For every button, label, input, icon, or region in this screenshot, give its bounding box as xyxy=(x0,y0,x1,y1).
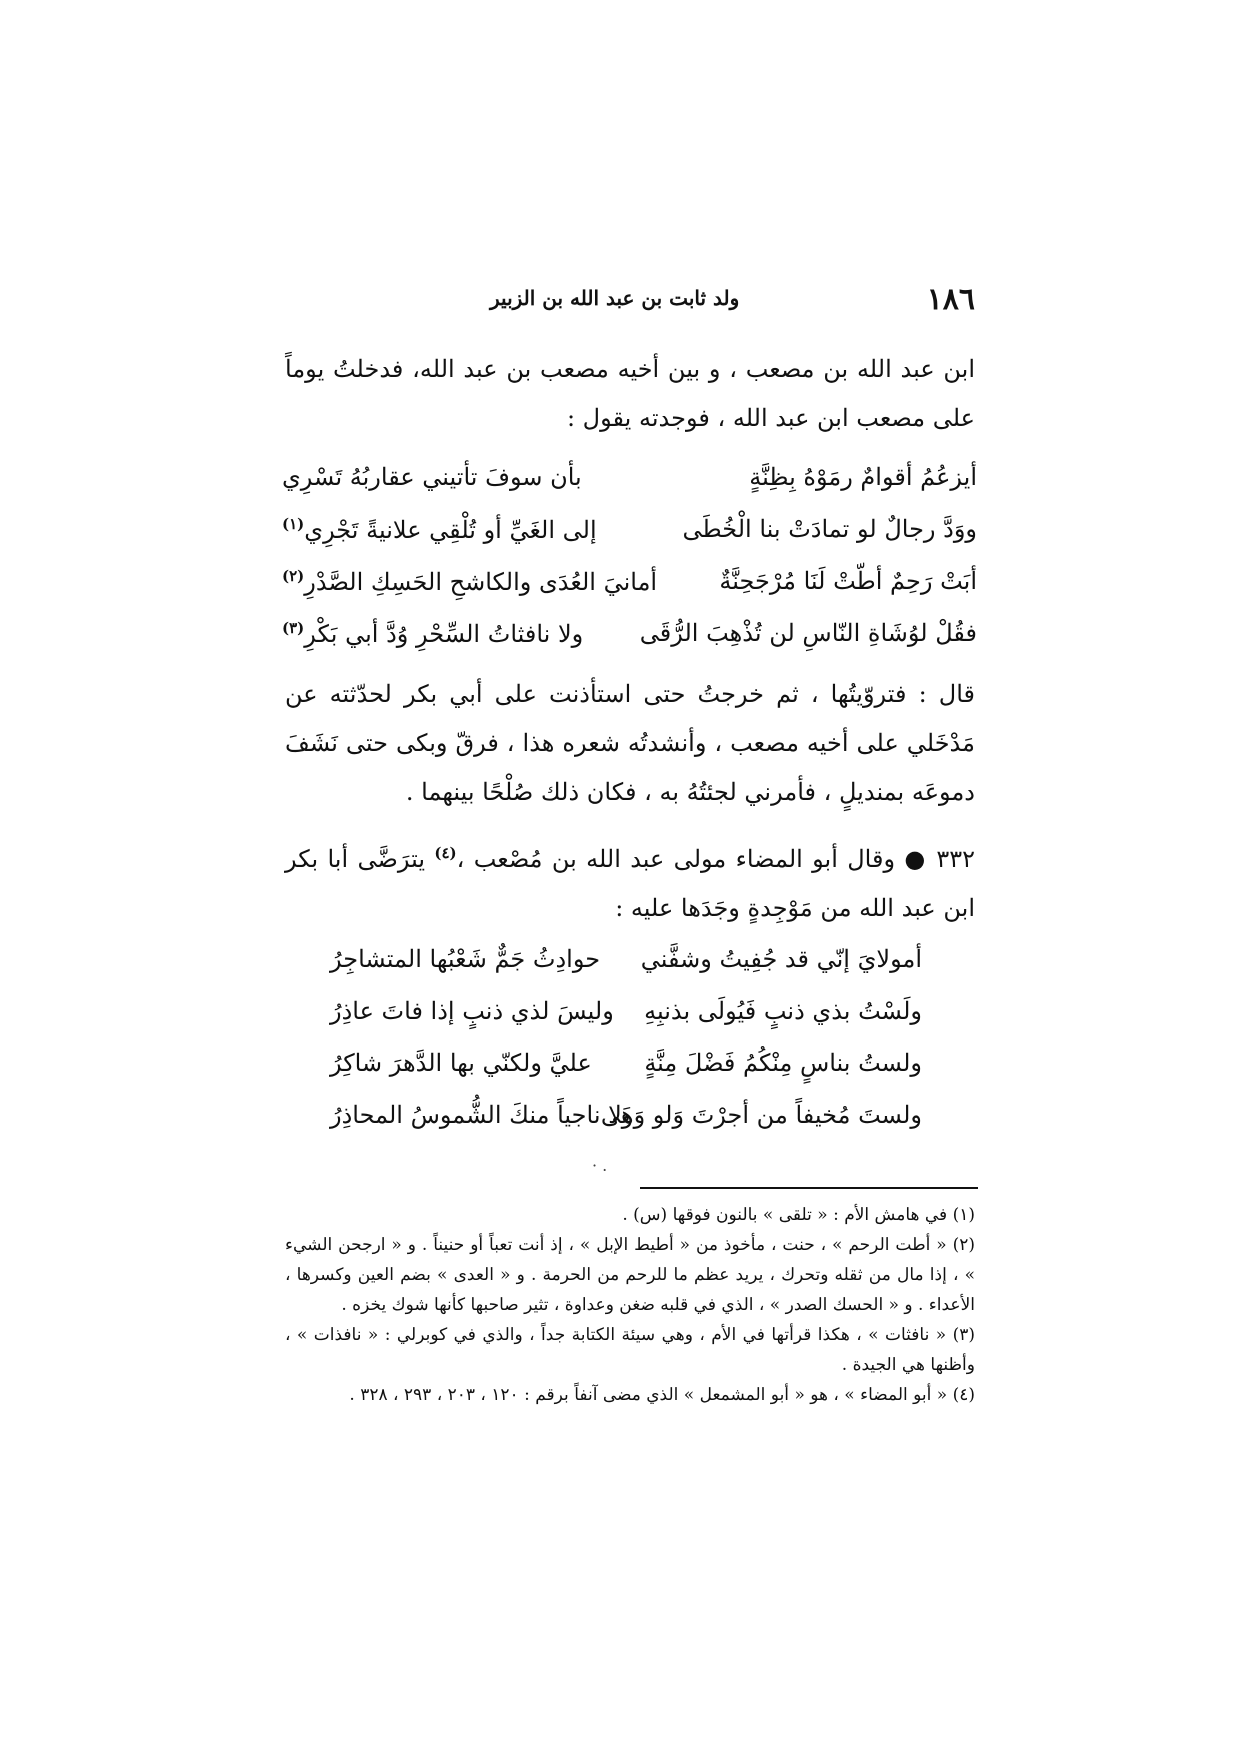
verse-first-hemistich: ووَدَّ رجالٌ لو تمادَتْ بنا الْخُطَى xyxy=(682,515,977,543)
footnote-ref[interactable]: (٣) xyxy=(282,619,305,637)
verse xyxy=(330,1101,922,1153)
running-title: ولد ثابت بن عبد الله بن الزبير xyxy=(490,286,740,310)
page-number: ١٨٦ xyxy=(926,282,975,317)
verse-first-hemistich: ولستَ مُخيفاً من أجرْتَ وَلو وَهَى xyxy=(600,1101,922,1129)
footnotes xyxy=(285,1200,975,1410)
verse xyxy=(330,1049,922,1101)
verse-second-hemistich: أمانيَ العُدَى والكاشحِ الحَسِكِ الصَّدْرِ$^{(٢)}$ xyxy=(282,567,658,596)
footnote-separator xyxy=(640,1187,978,1189)
verse xyxy=(282,515,977,567)
verse-first-hemistich: ولستُ بناسٍ مِنْكُمُ فَضْلَ مِنَّةٍ xyxy=(644,1049,922,1077)
verse-second-hemistich: حوادِثُ جَمٌّ شَعْبُها المتشاجِرُ xyxy=(330,945,601,973)
footnote-2: (٢) « أطت الرحم » ، حنت ، مأخوذ من « أطيط الإبل » ، إذ أنت تعباً أو حنيناً . و « ارجحن الشيء » ، إذا مال من ثقله وتحرك ، يريد عظم ما للرحم من الحرمة . و « العدى » بضم العين وكسرها ، الأعداء . و « الحسك الصدر » ، الذي في قلبه ضغن وعداوة ، تثير صاحبها كأنها شوك يخزه . xyxy=(285,1235,975,1315)
poem-first xyxy=(282,463,977,671)
verse xyxy=(330,997,922,1049)
verse-first-hemistich: أمولايَ إنّي قد جُفِيتُ وشفَّني xyxy=(640,945,922,973)
running-header xyxy=(280,282,975,322)
verse-first-hemistich: أبَتْ رَحِمٌ أطّتْ لَنَا مُرْجَحِنَّةٌ xyxy=(719,567,977,595)
stray-mark: · . xyxy=(592,1156,608,1175)
footnote-4: (٤) « أبو المضاء » ، هو « أبو المشمعل » الذي مضى آنفاً برقم : ١٢٠ ، ٢٠٣ ، ٢٩٣ ، ٣٢٨ . xyxy=(349,1385,975,1405)
poem-second xyxy=(330,945,922,1153)
verse-second-hemistich: ولا ناجياً منكَ الشُّموسُ المحاذِرُ xyxy=(330,1101,634,1129)
verse-second-hemistich: ولا نافثاتُ السِّحْرِ وُدَّ أبي بَكْرِ$^{(٣)}$ xyxy=(282,619,584,648)
entry-332-paragraph: ٣٣٢ ● وقال أبو المضاء مولى عبد الله بن مُصْعب ،$^{(٤)}$ يترَضَّى أبا بكر ابن عبد الله من مَوْجِدةٍ وجَدَها عليه : xyxy=(285,844,975,922)
narrative-paragraph: قال : فتروّيتُها ، ثم خرجتُ حتى استأذنت على أبي بكر لحدّثته عن مَدْخَلي على أخيه مصعب ، وأنشدتُه شعره هذا ، فرقّ وبكى حتى نَشَفَ دموعَه بمنديلٍ ، فأمرني لجئتُهُ به ، فكان ذلك صُلْحًا بينهما . xyxy=(285,680,975,806)
verse-first-hemistich: ولَسْتُ بذي ذنبٍ فَيُولَى بذنبِهِ xyxy=(644,997,922,1025)
verse xyxy=(282,463,977,515)
verse-second-hemistich: إلى الغَيِّ أو تُلْقِي علانيةً تَجْرِي$^{(١)}$ xyxy=(282,515,597,544)
footnote-3: (٣) « نافثات » ، هكذا قرأتها في الأم ، وهي سيئة الكتابة جداً ، والذي في كوبرلي : « نافذات » ، وأظنها هي الجيدة . xyxy=(285,1325,975,1375)
verse-first-hemistich: فقُلْ لوُشَاةِ النّاسِ لن تُذْهِبَ الرُّقَى xyxy=(639,619,977,647)
verse-second-hemistich: بأن سوفَ تأتيني عقاربُهُ تَسْرِي xyxy=(282,463,582,491)
verse-second-hemistich: وليسَ لذي ذنبٍ إذا فاتَ عاذِرُ xyxy=(330,997,614,1025)
footnote-1: (١) في هامش الأم : « تلقى » بالنون فوقها (س) . xyxy=(622,1205,975,1225)
verse xyxy=(282,567,977,619)
footnote-ref[interactable]: (٢) xyxy=(282,567,305,585)
verse xyxy=(282,619,977,671)
intro-paragraph: ابن عبد الله بن مصعب ، و بين أخيه مصعب بن عبد الله، فدخلتُ يوماً على مصعب ابن عبد الله ، فوجدته يقول : xyxy=(285,355,975,432)
footnote-ref[interactable]: (١) xyxy=(282,515,305,533)
verse-second-hemistich: عليَّ ولكنّي بها الدَّهرَ شاكِرُ xyxy=(330,1049,592,1077)
verse-first-hemistich: أيزعُمُ أقوامٌ رمَوْهُ بِظِنَّةٍ xyxy=(749,463,977,491)
verse xyxy=(330,945,922,997)
footnote-ref[interactable]: (٤) xyxy=(434,844,457,862)
